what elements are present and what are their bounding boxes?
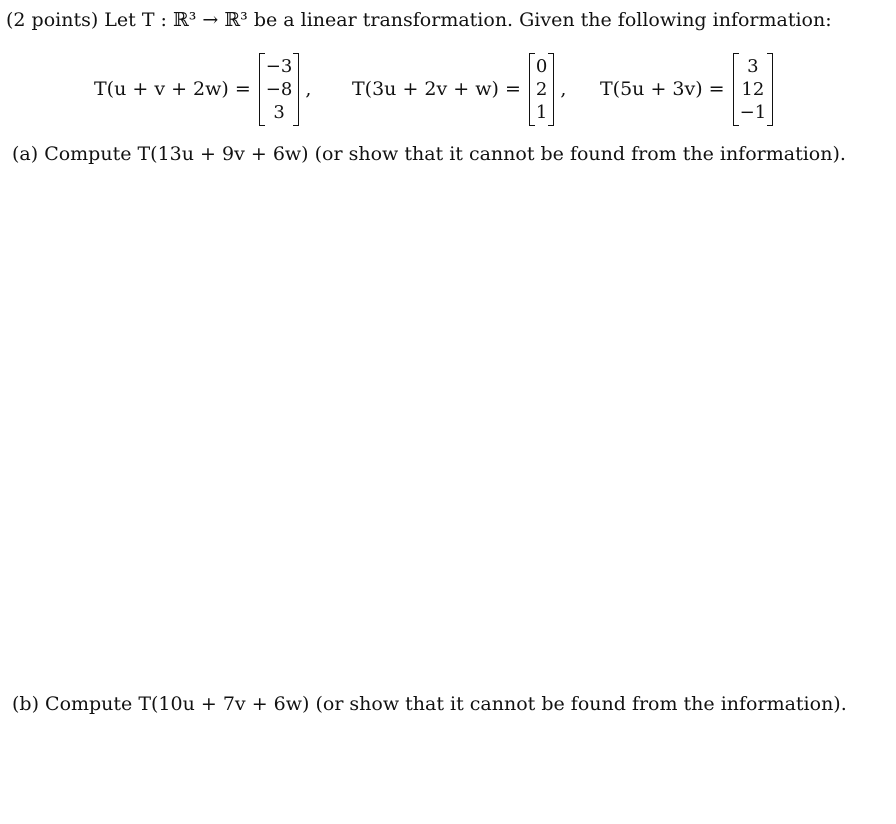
given-equations: [0, 50, 896, 128]
equation-3: [600, 50, 773, 128]
equation-3-lhs: T(5u + 3v) =: [600, 78, 725, 100]
equation-1: [94, 50, 311, 128]
separator: ,: [560, 78, 567, 100]
vector-entry: 1: [535, 101, 548, 123]
part-a-question: (a) Compute T(13u + 9v + 6w) (or show that it cannot be found from the information).: [12, 143, 846, 165]
vector-entry: −3: [265, 55, 293, 77]
vector-entry: 0: [535, 55, 548, 77]
problem-statement: (2 points) Let T : ℝ³ → ℝ³ be a linear transformation. Given the following information:: [6, 9, 832, 31]
separator: ,: [305, 78, 312, 100]
equation-2-vector: [529, 53, 554, 126]
vector-entry: 3: [273, 101, 285, 123]
vector-entry: −1: [739, 101, 767, 123]
equation-1-lhs: T(u + v + 2w) =: [94, 78, 251, 100]
equation-3-vector: [733, 53, 774, 126]
equation-2: [352, 50, 566, 128]
equation-1-vector: [259, 53, 300, 126]
vector-entry: 3: [747, 55, 759, 77]
part-b-question: (b) Compute T(10u + 7v + 6w) (or show that it cannot be found from the information).: [12, 693, 847, 715]
vector-entry: −8: [265, 78, 293, 100]
equation-2-lhs: T(3u + 2v + w) =: [352, 78, 521, 100]
vector-entry: 12: [741, 78, 765, 100]
vector-entry: 2: [535, 78, 548, 100]
